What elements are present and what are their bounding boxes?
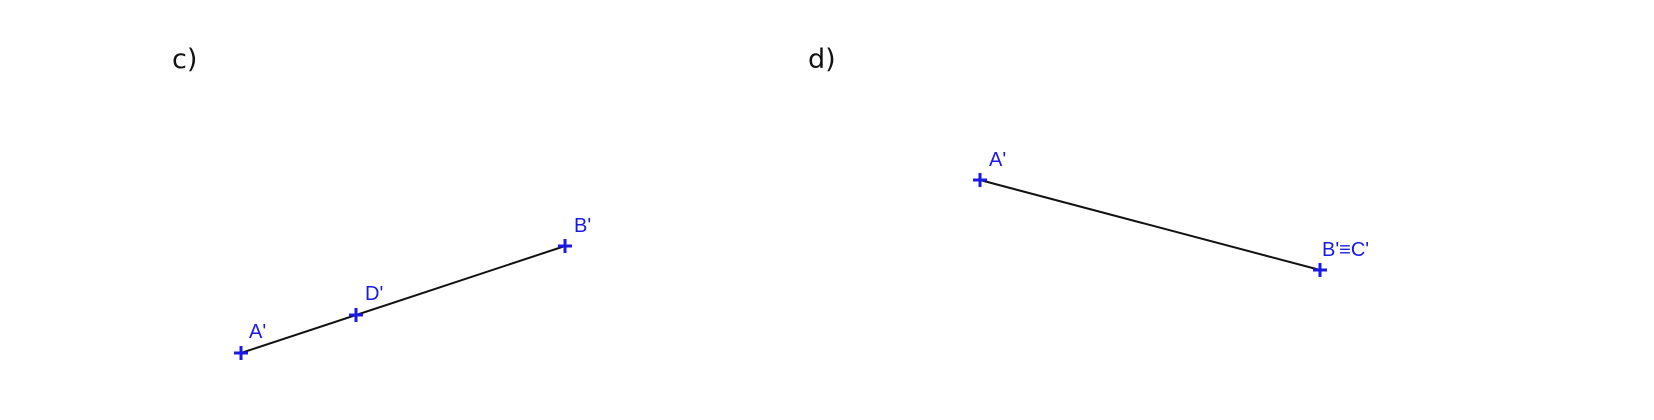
point-bc-marker (1313, 263, 1327, 277)
point-bc-label: B'≡C' (1322, 239, 1370, 261)
point-a-marker (234, 346, 248, 360)
point-a-label: A' (249, 321, 267, 343)
point-a-marker (973, 173, 987, 187)
point-d-label: D' (365, 283, 384, 305)
panel-d (808, 44, 1369, 277)
segment-a-bc (980, 180, 1320, 270)
panel-d-label: d) (808, 44, 836, 75)
panel-c-label: c) (172, 44, 198, 75)
point-a-label: A' (989, 149, 1007, 171)
point-b-label: B' (574, 215, 592, 237)
segment-a-b (241, 246, 565, 353)
panel-c (172, 44, 591, 360)
point-b-marker (558, 239, 572, 253)
point-d-marker (349, 308, 363, 322)
